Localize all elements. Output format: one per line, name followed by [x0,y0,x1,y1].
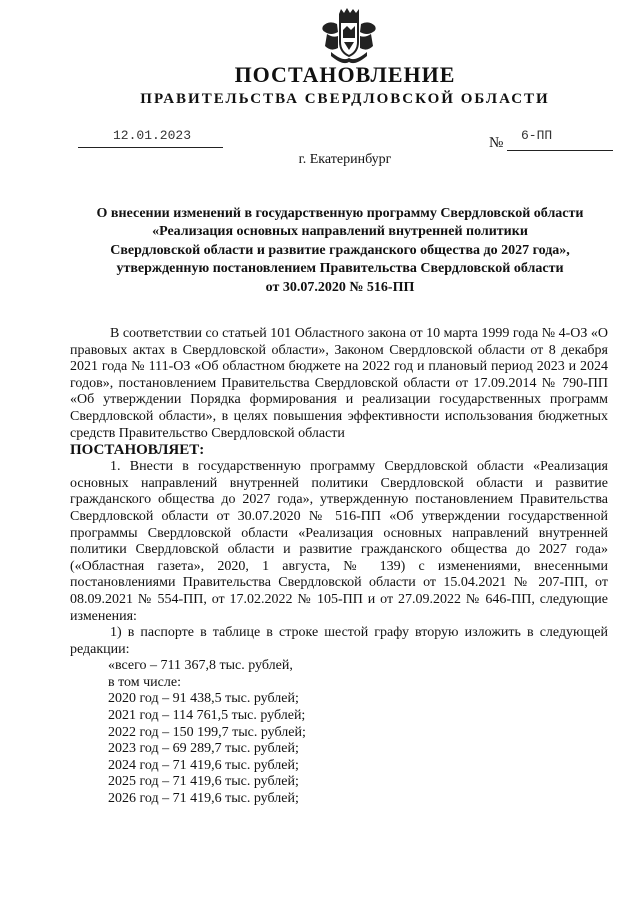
heading-line: от 30.07.2020 № 516-ПП [265,279,415,295]
amount-line: 2020 год – 91 438,5 тыс. рублей; [108,691,299,707]
city-name: г. Екатеринбург [298,152,392,167]
decree-number: 6-ПП [521,128,553,143]
amount-line: 2022 год – 150 199,7 тыс. рублей; [108,724,306,740]
amount-line: 2021 год – 114 761,5 тыс. рублей; [108,708,306,724]
amount-line: 2023 год – 69 289,7 тыс. рублей; [108,741,299,757]
amount-line: 2024 год – 71 419,6 тыс. рублей; [108,757,299,773]
decree-date: 12.01.2023 [113,128,192,143]
amount-line: 2026 год – 71 419,6 тыс. рублей; [108,791,299,807]
heading-line: Свердловской области и развитие гражданского общества до 2027 года», [110,242,570,258]
heading-line: О внесении изменений в государственную программу Свердловской области [96,206,584,221]
number-underline [507,150,613,151]
subitem-1-paragraph: 1) в паспорте в таблице в строке шестой графу вторую изложить в следующей редакции: [70,625,608,657]
decree-word: ПОСТАНОВЛЯЕТ: [70,442,205,459]
item-1-paragraph: 1. Внести в государственную программу Свердловской области «Реализация основных направлений внутренней политики Свердловской области и развитие гражданского общества до 2027 года», утвержденную постановлением Правительства Свердловской области от 30.07.2020 № 516-ПП «Об утверждении государственной программы Свердловской области «Реализация основных направлений внутренней политики Свердловской области и развитие гражданского общества до 2027 года» («Областная газета», 2020, 1 августа, № 139) с изменениями, внесенными постановлениями Правительства Свердловской области от 15.04.2021 № 207-ПП, от 08.09.2021 № 554-ПП, от 17.02.2022 № 105-ПП и от 27.09.2022 № 646-ПП, следующие изменения: [70,459,608,624]
document-title: ПОСТАНОВЛЕНИЕ [234,62,456,87]
intro-paragraph: В соответствии со статьей 101 Областного закона от 10 марта 1999 года № 4-ОЗ «О правовых актах в Свердловской области», Законом Свердловской области от 8 декабря 2021 года № 111-ОЗ «Об областном бюджете на 2022 год и плановый период 2023 и 2024 годов», постановлением Правительства Свердловской области от 17.09.2014 № 790-ПП «Об утверждении Порядка формирования и реализации государственных программ Свердловской области», в целях повышения эффективности использования бюджетных средств Правительство Свердловской области [70,326,608,441]
document-subtitle: ПРАВИТЕЛЬСТВА СВЕРДЛОВСКОЙ ОБЛАСТИ [140,91,550,107]
amount-line: 2025 год – 71 419,6 тыс. рублей; [108,774,299,790]
heading-line: утвержденную постановлением Правительства Свердловской области [116,261,564,277]
date-underline [78,147,223,148]
decree-body [70,326,608,808]
coat-of-arms-icon [313,8,385,66]
heading-line: «Реализация основных направлений внутренней политики [152,224,528,240]
number-sign: № [489,135,504,151]
amounts-list [70,658,608,807]
decree-heading [70,205,610,297]
amount-line: «всего – 711 367,8 тыс. рублей, [108,658,293,674]
amount-line: в том числе: [108,674,181,690]
